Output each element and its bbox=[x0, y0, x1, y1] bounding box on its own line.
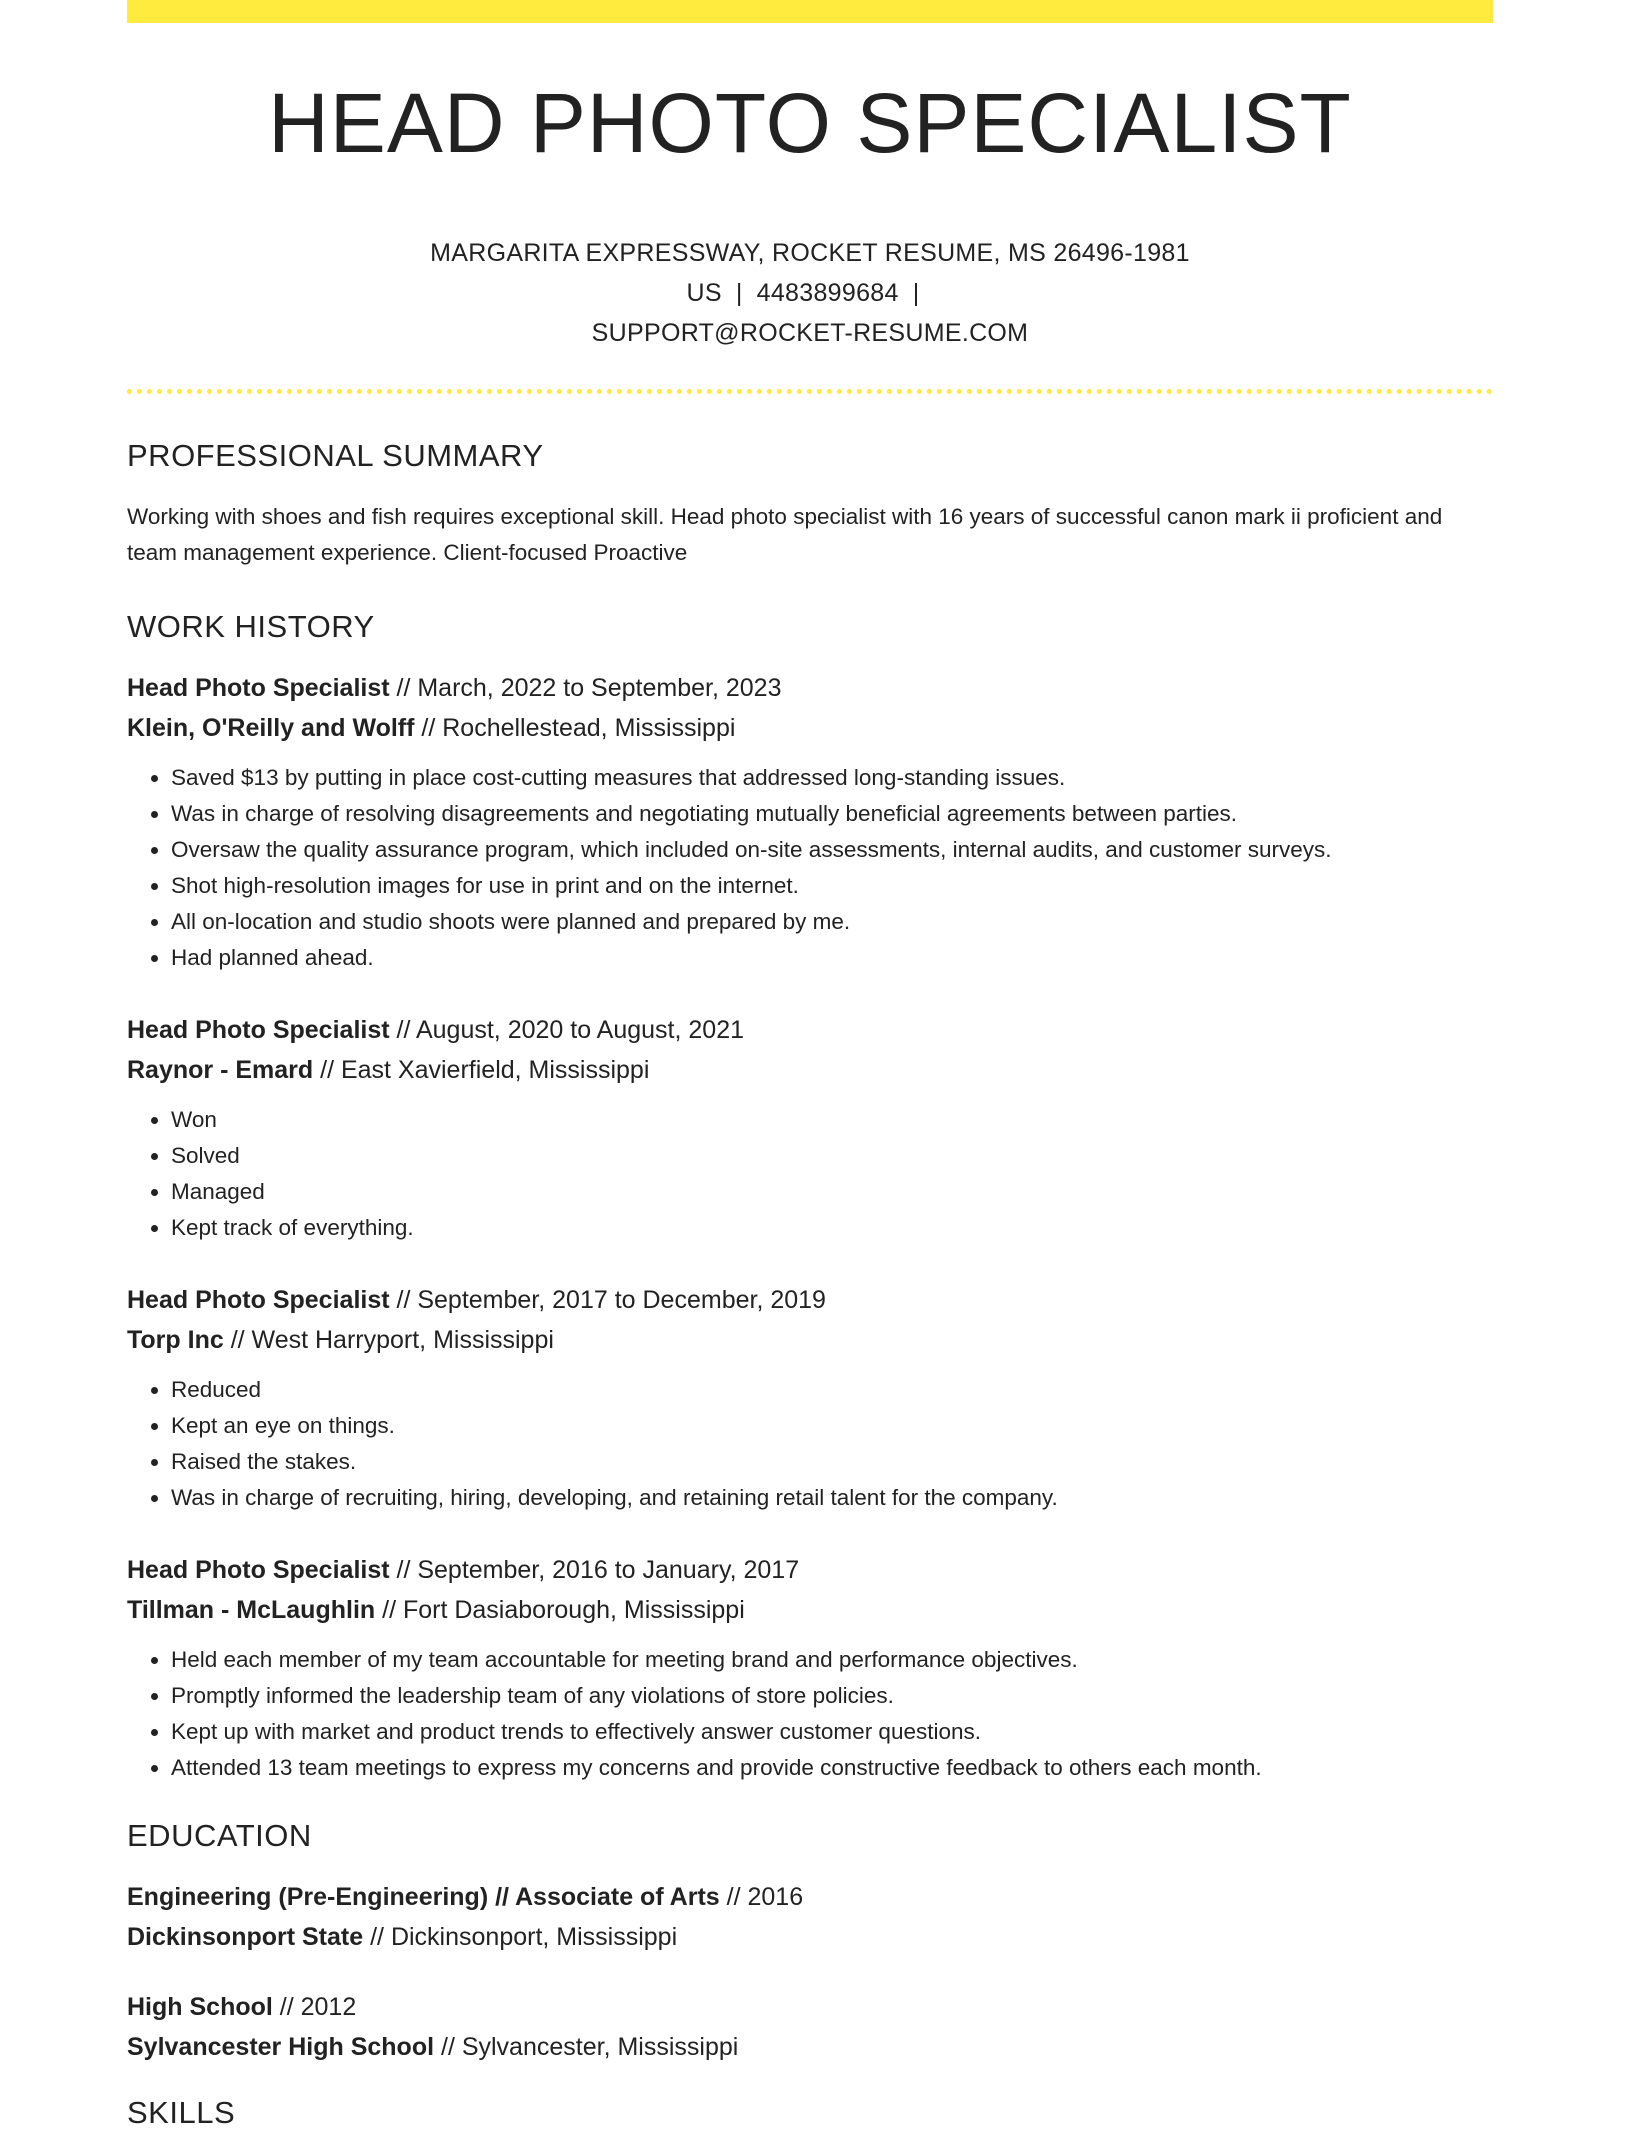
job-entry bbox=[127, 1280, 1493, 1516]
job-location: // Fort Dasiaborough, Mississippi bbox=[375, 1596, 745, 1624]
education-school-line bbox=[127, 1917, 1493, 1957]
education-entry bbox=[127, 1987, 1493, 2067]
list-item: • Kept track of everything. bbox=[171, 1210, 1493, 1246]
list-item: • Kept up with market and product trends to effectively answer customer questions. bbox=[171, 1714, 1493, 1750]
contact-phone: 4483899684 bbox=[756, 279, 899, 307]
education-school: Dickinsonport State bbox=[127, 1923, 364, 1951]
job-title-line bbox=[127, 1280, 1493, 1320]
education-degree-line bbox=[127, 1877, 1493, 1917]
education-heading: EDUCATION bbox=[127, 1818, 312, 1853]
list-item: • Raised the stakes. bbox=[171, 1444, 1493, 1480]
job-bullets bbox=[127, 1642, 1493, 1786]
list-item: • Solved bbox=[171, 1138, 1493, 1174]
list-item: • All on-location and studio shoots were planned and prepared by me. bbox=[171, 904, 1493, 940]
job-title-line bbox=[127, 1010, 1493, 1050]
education-year: // 2012 bbox=[272, 1993, 357, 2021]
accent-top-bar bbox=[127, 0, 1493, 23]
summary-heading: PROFESSIONAL SUMMARY bbox=[127, 438, 544, 473]
education-entry bbox=[127, 1877, 1493, 1957]
education-location: // Dickinsonport, Mississippi bbox=[363, 1923, 678, 1951]
job-company-line bbox=[127, 1320, 1493, 1360]
job-bullets bbox=[127, 1102, 1493, 1246]
job-entry bbox=[127, 1550, 1493, 1786]
job-title-line bbox=[127, 1550, 1493, 1590]
education-school-line bbox=[127, 2027, 1493, 2067]
job-bullets bbox=[127, 1372, 1493, 1516]
resume-page bbox=[127, 0, 1493, 2128]
job-company-line bbox=[127, 1050, 1493, 1090]
list-item: • Promptly informed the leadership team of any violations of store policies. bbox=[171, 1678, 1493, 1714]
job-title: Head Photo Specialist bbox=[127, 674, 390, 702]
job-title-line bbox=[127, 668, 1493, 708]
job-company: Tillman - McLaughlin bbox=[127, 1596, 376, 1624]
education-year: // 2016 bbox=[719, 1883, 804, 1911]
work-history-heading: WORK HISTORY bbox=[127, 609, 375, 644]
list-item: • Oversaw the quality assurance program, which included on-site assessments, internal audits, and customer surveys. bbox=[171, 832, 1493, 868]
job-company-line bbox=[127, 708, 1493, 748]
list-item: • Kept an eye on things. bbox=[171, 1408, 1493, 1444]
job-company: Klein, O'Reilly and Wolff bbox=[127, 714, 415, 742]
dotted-divider bbox=[127, 389, 1493, 394]
education-location: // Sylvancester, Mississippi bbox=[434, 2033, 739, 2061]
list-item: • Was in charge of recruiting, hiring, developing, and retaining retail talent for the company. bbox=[171, 1480, 1493, 1516]
list-item: • Held each member of my team accountable for meeting brand and performance objectives. bbox=[171, 1642, 1493, 1678]
contact-email: SUPPORT@ROCKET-RESUME.COM bbox=[591, 319, 1029, 347]
job-title: Head Photo Specialist bbox=[127, 1016, 390, 1044]
job-company-line bbox=[127, 1590, 1493, 1630]
job-location: // East Xavierfield, Mississippi bbox=[313, 1056, 650, 1084]
job-location: // Rochellestead, Mississippi bbox=[414, 714, 736, 742]
contact-separator: | bbox=[912, 279, 920, 307]
job-dates: // August, 2020 to August, 2021 bbox=[389, 1016, 745, 1044]
job-dates: // March, 2022 to September, 2023 bbox=[389, 674, 782, 702]
job-location: // West Harryport, Mississippi bbox=[223, 1326, 554, 1354]
list-item: • Reduced bbox=[171, 1372, 1493, 1408]
skills-heading: SKILLS bbox=[127, 2095, 236, 2130]
summary-text: Working with shoes and fish requires exceptional skill. Head photo specialist with 16 years of successful canon mark ii proficient and team management experience. Client-focused Proactive bbox=[127, 504, 1443, 565]
list-item: • Shot high-resolution images for use in print and on the internet. bbox=[171, 868, 1493, 904]
education-school: Sylvancester High School bbox=[127, 2033, 435, 2061]
job-title: Head Photo Specialist bbox=[127, 1286, 390, 1314]
job-title: Head Photo Specialist bbox=[127, 1556, 390, 1584]
job-entry bbox=[127, 1010, 1493, 1246]
list-item: • Was in charge of resolving disagreements and negotiating mutually beneficial agreements between parties. bbox=[171, 796, 1493, 832]
job-dates: // September, 2017 to December, 2019 bbox=[389, 1286, 826, 1314]
job-bullets bbox=[127, 760, 1493, 976]
education-degree-line bbox=[127, 1987, 1493, 2027]
list-item: • Saved $13 by putting in place cost-cutting measures that addressed long-standing issues. bbox=[171, 760, 1493, 796]
job-dates: // September, 2016 to January, 2017 bbox=[389, 1556, 800, 1584]
list-item: • Attended 13 team meetings to express my concerns and provide constructive feedback to others each month. bbox=[171, 1750, 1493, 1786]
list-item: • Won bbox=[171, 1102, 1493, 1138]
job-entry bbox=[127, 668, 1493, 976]
resume-title: HEAD PHOTO SPECIALIST bbox=[268, 76, 1352, 170]
job-company: Raynor - Emard bbox=[127, 1056, 314, 1084]
job-company: Torp Inc bbox=[127, 1326, 224, 1354]
contact-info bbox=[310, 233, 1310, 353]
contact-separator: | bbox=[735, 279, 743, 307]
list-item: • Managed bbox=[171, 1174, 1493, 1210]
list-item: • Had planned ahead. bbox=[171, 940, 1493, 976]
contact-address: MARGARITA EXPRESSWAY, ROCKET RESUME, MS 26496-1981 US bbox=[430, 239, 1190, 307]
education-degree: Engineering (Pre-Engineering) // Associate of Arts bbox=[127, 1883, 720, 1911]
education-degree: High School bbox=[127, 1993, 273, 2021]
